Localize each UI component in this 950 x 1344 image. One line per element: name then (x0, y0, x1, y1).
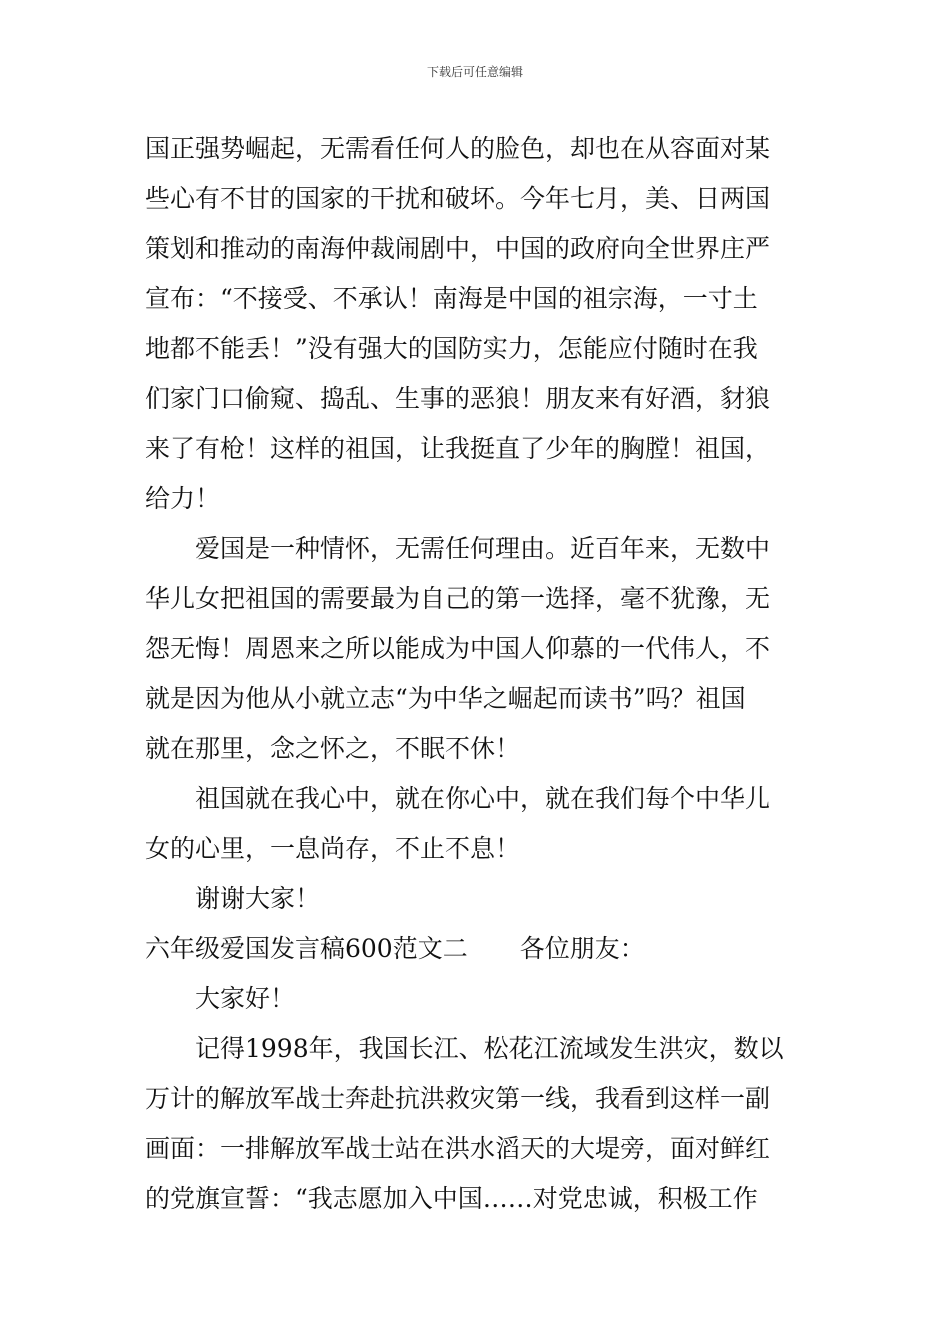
greeting: 各位朋友： (519, 934, 645, 963)
paragraphs-part-1 (145, 124, 809, 924)
document-body (145, 124, 809, 1224)
text-line: 宣布：“不接受、不承认！南海是中国的祖宗海，一寸土 (145, 284, 758, 313)
text-line: 记得1998年，我国长江、松花江流域发生洪灾，数以 (195, 1034, 784, 1063)
text-line: 地都不能丢！”没有强大的国防实力，怎能应付随时在我 (145, 334, 758, 363)
text-line: 祖国就在我心中，就在你心中，就在我们每个中华儿 (195, 784, 771, 813)
text-line: 就在那里，念之怀之，不眠不休！ (145, 734, 521, 763)
text-line: 女的心里，一息尚存，不止不息！ (145, 834, 521, 863)
section-title-line (145, 924, 809, 974)
text-line: 给力！ (145, 484, 221, 513)
text-line: 怨无悔！周恩来之所以能成为中国人仰慕的一代伟人，不 (145, 634, 771, 663)
section-title: 六年级爱国发言稿600范文二 (145, 934, 468, 963)
text-line: 国正强势崛起，无需看任何人的脸色，却也在从容面对某 (145, 134, 771, 163)
text-line: 的党旗宣誓：“我志愿加入中国……对党忠诚，积极工作 (145, 1184, 758, 1213)
text-line: 爱国是一种情怀，无需任何理由。近百年来，无数中 (195, 534, 771, 563)
text-line: 们家门口偷窥、捣乱、生事的恶狼！朋友来有好酒，豺狼 (145, 384, 771, 413)
page-header: 下载后可任意编辑 (426, 65, 523, 79)
text-line: 策划和推动的南海仲裁闹剧中，中国的政府向全世界庄严 (145, 234, 771, 263)
text-line: 些心有不甘的国家的干扰和破坏。今年七月，美、日两国 (145, 184, 771, 213)
text-line: 大家好！ (195, 984, 296, 1013)
text-line: 就是因为他从小就立志“为中华之崛起而读书”吗？祖国 (145, 684, 746, 713)
text-line: 来了有枪！这样的祖国，让我挺直了少年的胸膛！祖国， (145, 434, 771, 463)
text-line: 谢谢大家！ (195, 884, 321, 913)
text-line: 华儿女把祖国的需要最为自己的第一选择，毫不犹豫，无 (145, 584, 771, 613)
text-line: 万计的解放军战士奔赴抗洪救灾第一线，我看到这样一副 (145, 1084, 771, 1113)
text-line: 画面：一排解放军战士站在洪水滔天的大堤旁，面对鲜红 (145, 1134, 771, 1163)
paragraphs-part-2 (145, 974, 809, 1224)
